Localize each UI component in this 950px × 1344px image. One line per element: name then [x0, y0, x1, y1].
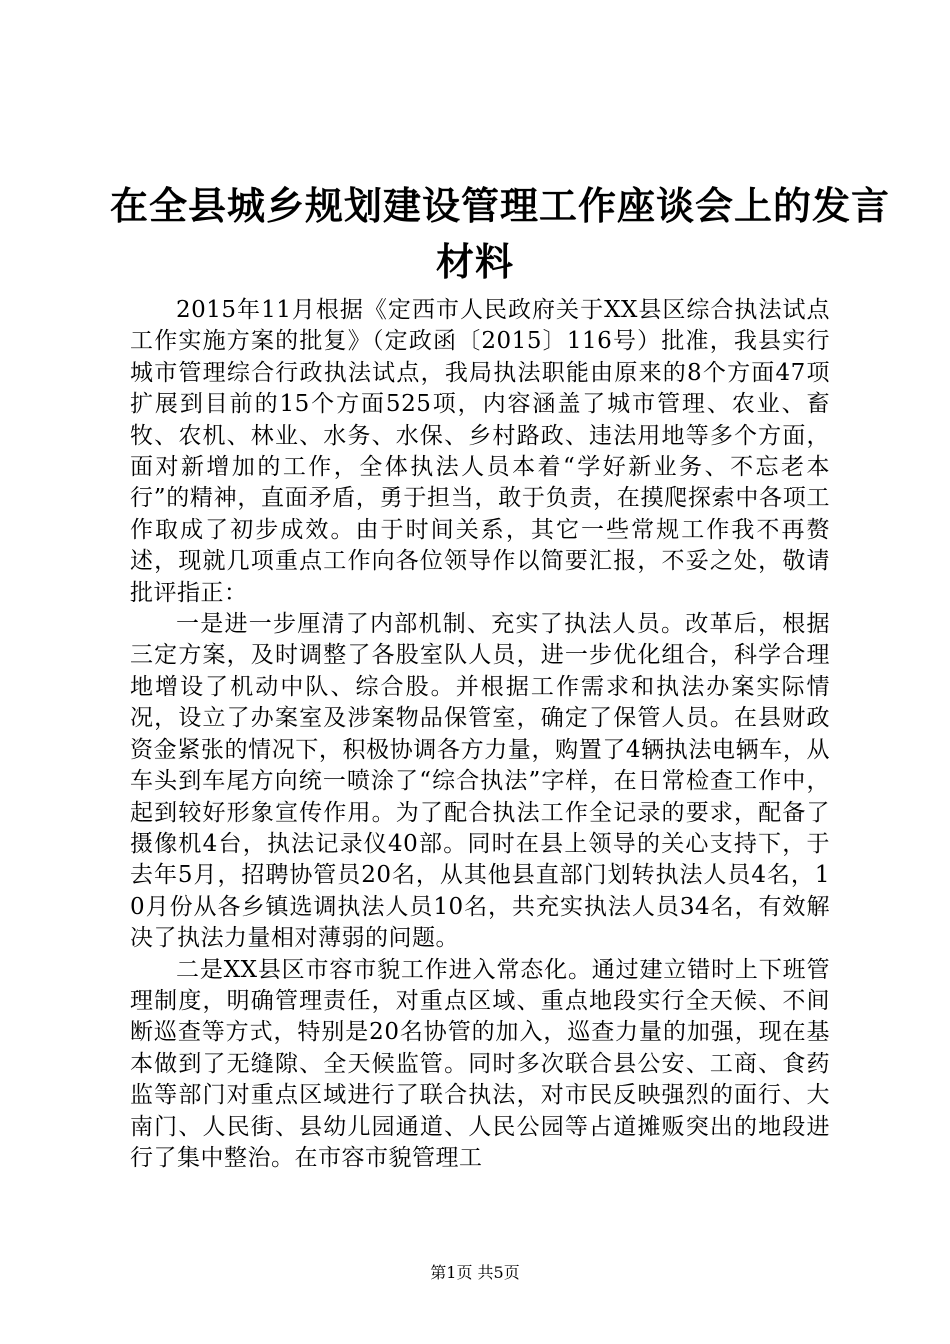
document-body	[130, 295, 830, 1174]
paragraph-point-one: 一是进一步厘清了内部机制、充实了执法人员。改革后，根据三定方案，及时调整了各股室队人员，进一步优化组合，科学合理地增设了机动中队、综合股。并根据工作需求和执法办案实际情况，设立了办案室及涉案物品保管室，确定了保管人员。在县财政资金紧张的情况下，积极协调各方力量，购置了4辆执法电辆车，从车头到车尾方向统一喷涂了“综合执法”字样，在日常检查工作中，起到较好形象宣传作用。为了配合执法工作全记录的要求，配备了摄像机4台，执法记录仪40部。同时在县上领导的关心支持下，于去年5月，招聘协管员20名，从其他县直部门划转执法人员4名，10月份从各乡镇选调执法人员10名，共充实执法人员34名，有效解决了执法力量相对薄弱的问题。	[130, 611, 830, 952]
page-footer: 第1页 共5页	[430, 1263, 520, 1282]
paragraph-point-two: 二是XX县区市容市貌工作进入常态化。通过建立错时上下班管理制度，明确管理责任，对重点区域、重点地段实行全天候、不间断巡查等方式，特别是20名协管的加入，巡查力量的加强，现在基本做到了无缝隙、全天候监管。同时多次联合县公安、工商、食药监等部门对重点区域进行了联合执法，对市民反映强烈的面行、大南门、人民街、县幼儿园通道、人民公园等占道摊贩突出的地段进行了集中整治。在市容市貌管理工	[130, 956, 830, 1171]
document-title	[110, 178, 891, 290]
paragraph-intro: 2015年11月根据《定西市人民政府关于XX县区综合执法试点工作实施方案的批复》（定政函〔2015〕116号）批准，我县实行城市管理综合行政执法试点，我局执法职能由原来的8个方面47项扩展到目前的15个方面525项，内容涵盖了城市管理、农业、畜牧、农机、林业、水务、水保、乡村路政、违法用地等多个方面，面对新增加的工作，全体执法人员本着“学好新业务、不忘老本行”的精神，直面矛盾，勇于担当，敢于负责，在摸爬探索中各项工作取成了初步成效。由于时间关系，其它一些常规工作我不再赘述，现就几项重点工作向各位领导作以简要汇报，不妥之处，敬请批评指正：	[130, 297, 830, 606]
title-line-1: 在全县城乡规划建设管理工作座谈会上的发言	[110, 183, 891, 228]
title-line-2: 材料	[435, 239, 514, 284]
